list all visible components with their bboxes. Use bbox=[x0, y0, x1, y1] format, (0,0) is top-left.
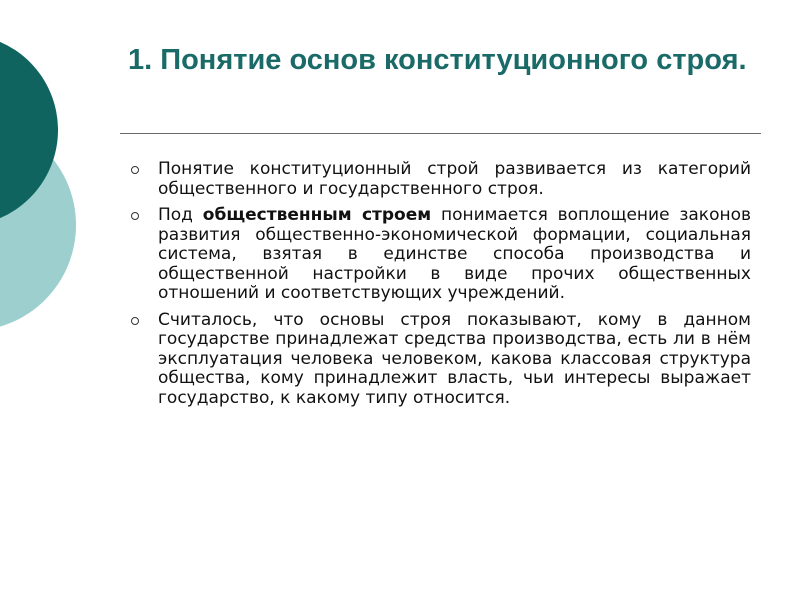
bullet-text: Считалось, что основы строя показывают, кому в данном государстве принадлежат средства производства, есть ли в нём эксплуатация человека человеком, какова классовая структура общества, кому принадлежит власть, чьи интересы выражает государство, к какому типу относится. bbox=[158, 309, 751, 408]
bullet-marker-icon bbox=[131, 166, 139, 174]
bullet-item bbox=[128, 160, 751, 199]
slide-title: 1. Понятие основ конституционного строя. bbox=[128, 44, 747, 76]
bullet-item bbox=[128, 206, 751, 304]
bullet-marker-icon bbox=[131, 212, 139, 220]
title-divider bbox=[120, 133, 761, 134]
bullet-item bbox=[128, 311, 751, 409]
bullet-list bbox=[128, 160, 751, 415]
bullet-marker-icon bbox=[131, 317, 139, 325]
bullet-text-pre: Под bbox=[158, 205, 203, 225]
bullet-text-post: понимается воплощение законов развития общественно-экономической формации, социальная система, взятая в единстве способа производства и общественной настройки в виде прочих общественных отношений и соответствующих учреждений. bbox=[158, 205, 752, 303]
bullet-text: Понятие конституционный строй развивается из категорий общественного и государственного строя. bbox=[158, 159, 751, 199]
decorative-circles bbox=[0, 0, 120, 340]
bullet-text-bold: общественным строем bbox=[202, 205, 432, 225]
